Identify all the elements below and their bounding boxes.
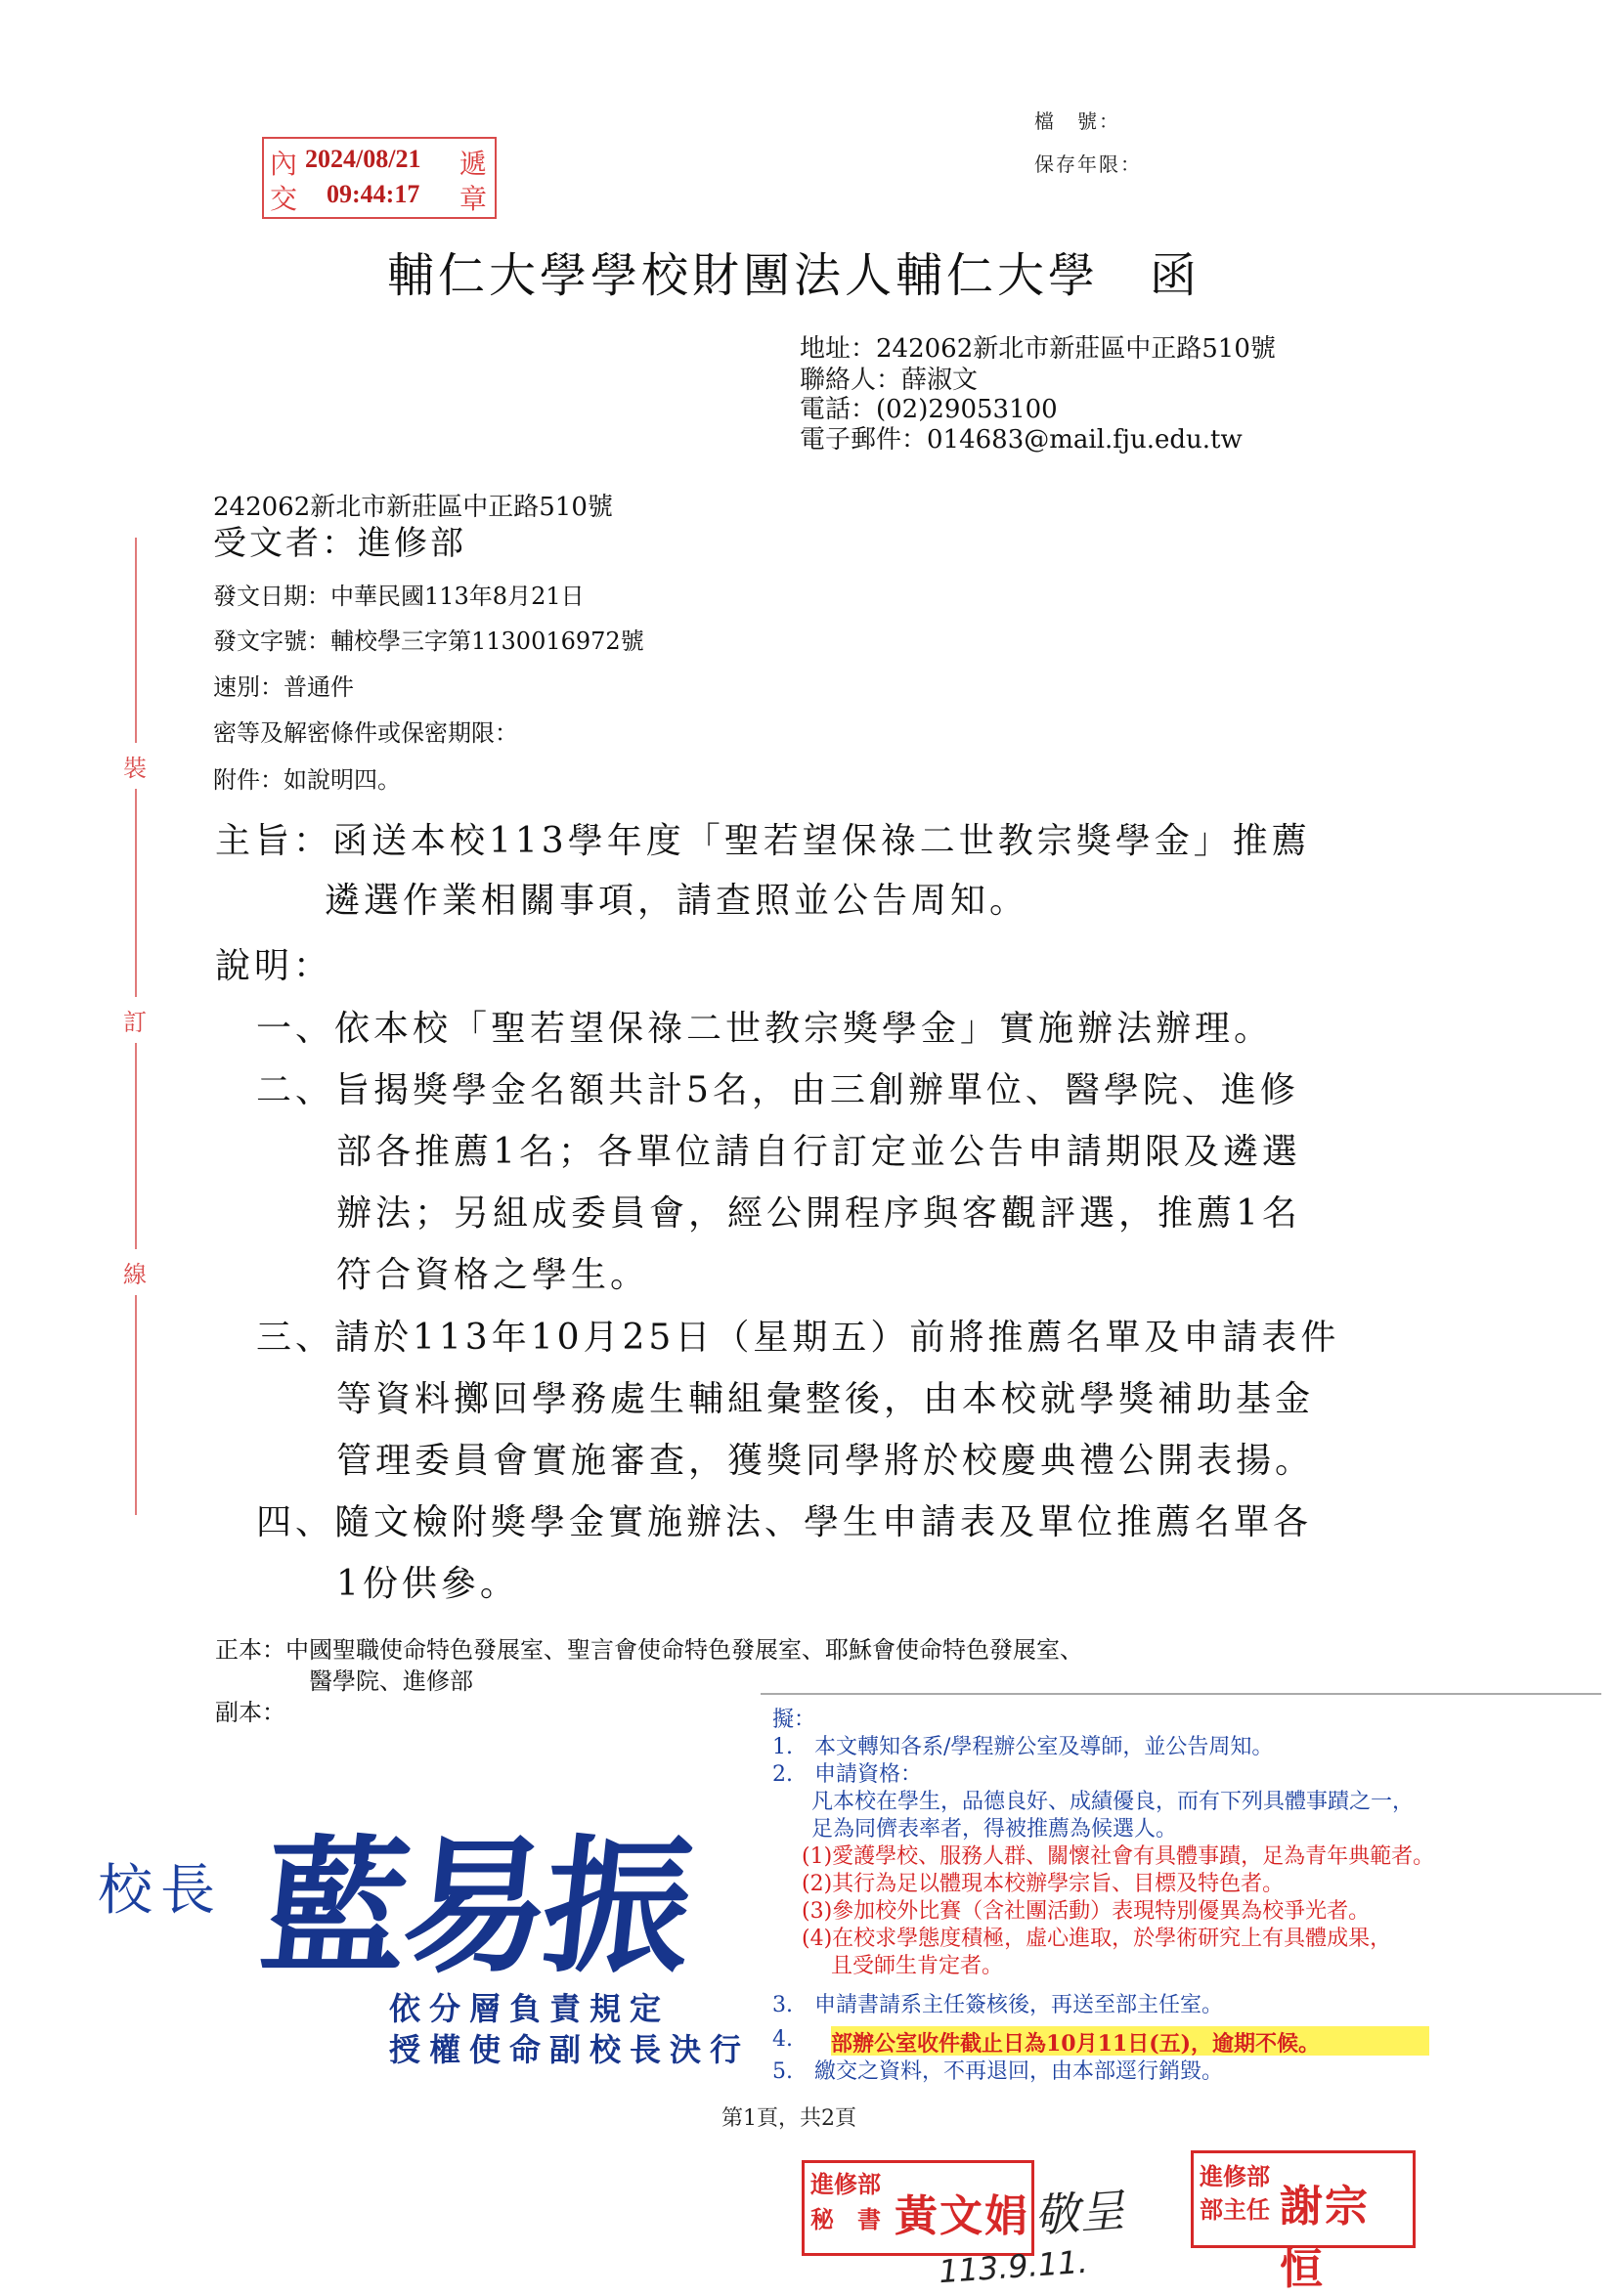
stamp-name: 黃文娟 [895,2191,1029,2241]
explanation-line: 一、依本校「聖若望保祿二世教宗獎學金」實施辦法辦理。 [256,1009,1274,1049]
contact-person: 聯絡人：薛淑文 [800,366,979,395]
stamp-char: 內 [270,148,298,180]
stamp-unit: 進修部 [1200,2162,1270,2190]
issue-date: 發文日期：中華民國113年8月21日 [213,583,585,610]
secretary-stamp [802,2160,1034,2256]
secrecy: 密等及解密條件或保密期限： [213,719,518,747]
contact-phone: 電話：(02)29053100 [800,395,1058,424]
stamp-char: 交 [270,183,298,215]
receipt-stamp [262,137,497,219]
director-stamp [1191,2150,1416,2294]
binding-mark: 裝 [121,743,149,789]
issue-number: 發文字號：輔校學三字第1130016972號 [213,628,644,655]
stamp-unit: 進修部 [810,2170,881,2198]
note-item: (4)在校求學態度積極，虛心進取，於學術研究上有具體成果， [802,1927,1392,1951]
note-item: (3)參加校外比賽（含社團活動）表現特別優異為校爭光者。 [802,1899,1371,1924]
file-number-label: 檔 號： [1034,109,1120,133]
stamp-date: 2024/08/21 [305,145,421,173]
explanation-line: 1份供參。 [336,1564,519,1604]
page-number: 第1頁，共2頁 [721,2106,856,2131]
stamp-title: 部主任 [1200,2195,1270,2224]
binding-mark: 訂 [121,997,149,1043]
binding-mark: 線 [121,1249,149,1295]
handwritten-date: 113.9.11. [937,2242,1089,2291]
explanation-line: 辦法；另組成委員會，經公開程序與客觀評選，推薦1名 [336,1193,1301,1234]
explanation-line: 等資料擲回學務處生輔組彙整後，由本校就學獎補助基金 [336,1379,1315,1419]
note-item: (2)其行為足以體現本校辦學宗旨、目標及特色者。 [802,1872,1285,1896]
contact-email: 電子郵件：014683@mail.fju.edu.tw [800,425,1243,455]
stamp-char: 章 [459,183,488,215]
attachment: 附件：如說明四。 [213,766,401,794]
note-item: 足為同儕表率者，得被推薦為候選人。 [811,1817,1178,1841]
copy-recipients: 副本： [215,1699,285,1726]
recipient: 受文者：進修部 [213,524,466,563]
subject-line: 遴選作業相關事項，請查照並公告周知。 [325,881,1029,921]
note-item: 5. 繳交之資料，不再退回，由本部逕行銷毀。 [772,2059,1223,2084]
explanation-line: 二、旨揭獎學金名額共計5名，由三創辦單位、醫學院、進修 [256,1070,1299,1110]
speed: 速別：普通件 [213,673,354,701]
recipient-address: 242062新北市新莊區中正路510號 [213,493,613,522]
explanation-heading: 說明： [215,946,333,986]
stamp-name: 謝宗恒 [1280,2182,1370,2294]
note-item: 1. 本文轉知各系/學程辦公室及導師，並公告周知。 [772,1735,1274,1759]
handling-note [761,1693,1601,2084]
note-item: 3. 申請書請系主任簽核後，再送至部主任室。 [772,1993,1223,2017]
explanation-line: 四、隨文檢附獎學金實施辦法、學生申請表及單位推薦名單各 [256,1502,1313,1542]
subject-line: 主旨：函送本校113學年度「聖若望保祿二世教宗獎學金」推薦 [215,821,1311,861]
explanation-line: 符合資格之學生。 [336,1255,650,1295]
authorization-line: 依分層負責規定 [389,1990,671,2027]
note-item: 2. 申請資格： [772,1762,922,1787]
stamp-time: 09:44:17 [327,180,420,208]
principal-signature: 藍易振 [253,1821,694,1993]
note-item: 4. [772,2027,793,2052]
explanation-line: 管理委員會實施審查，獲獎同學將於校慶典禮公開表揚。 [336,1441,1315,1481]
stamp-char: 遞 [459,148,488,180]
note-item: 且受師生肯定者。 [831,1954,1004,1978]
note-deadline: 部辦公室收件截止日為10月11日(五)，逾期不候。 [831,2031,1321,2057]
handwritten-initials: 敬呈 [1032,2183,1126,2243]
explanation-line: 三、請於113年10月25日（星期五）前將推薦名單及申請表件 [256,1318,1340,1358]
note-item: 凡本校在學生，品德良好、成績優良，而有下列具體事蹟之一， [811,1790,1415,1814]
document-title: 輔仁大學學校財團法人輔仁大學 函 [387,248,1201,303]
note-item: (1)愛護學校、服務人群、關懷社會有具體事蹟，足為青年典範者。 [802,1844,1435,1869]
authorization-line: 授權使命副校長決行 [389,2031,751,2068]
principal-label: 校長 [98,1859,223,1923]
original-recipients: 正本：中國聖職使命特色發展室、聖言會使命特色發展室、耶穌會使命特色發展室、 [215,1636,1083,1664]
original-recipients-cont: 醫學院、進修部 [309,1668,473,1695]
stamp-title: 秘 書 [810,2205,881,2233]
retention-label: 保存年限： [1034,152,1142,176]
note-heading: 擬： [772,1708,816,1732]
explanation-line: 部各推薦1名；各單位請自行訂定並公告申請期限及遴選 [336,1132,1301,1172]
contact-address: 地址：242062新北市新莊區中正路510號 [800,334,1276,364]
